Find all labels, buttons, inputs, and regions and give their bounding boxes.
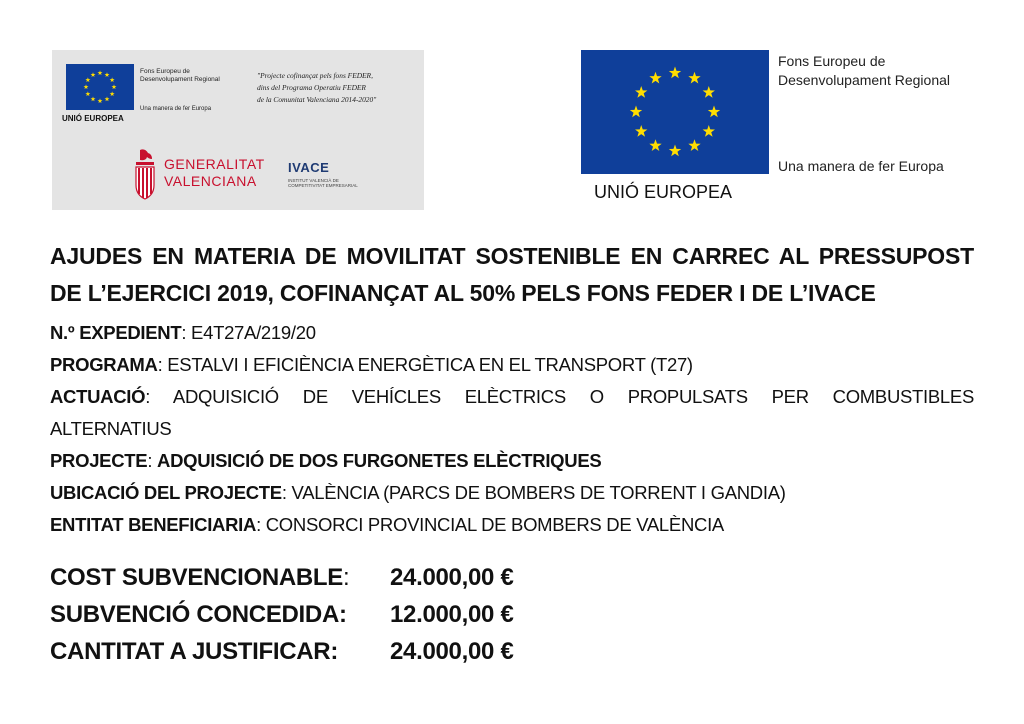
eu-label: UNIÓ EUROPEA <box>594 182 733 202</box>
eu-star-icon <box>105 72 110 77</box>
ivace-logo: IVACE <box>288 160 330 175</box>
projecte-label: PROJECTE <box>50 450 148 471</box>
banner-quote: "Projecte cofinançat pels fons FEDER, dins del Programa Operatiu FEDER de la Comunitat Valenciana 2014-2020" <box>257 71 377 104</box>
expedient-value: : E4T27A/219/20 <box>181 322 316 343</box>
eu-star-icon <box>105 97 110 102</box>
eu-star-icon <box>635 125 647 137</box>
expedient-row <box>50 322 974 344</box>
actuacio-row <box>50 386 974 408</box>
entitat-value: : CONSORCI PROVINCIAL DE BOMBERS DE VALÈNCIA <box>256 514 724 535</box>
actuacio-row-continued <box>50 418 974 440</box>
eu-flag-small-icon <box>66 64 134 110</box>
banner-eu-label: UNIÓ EUROPEA <box>62 114 124 123</box>
projecte-row <box>50 450 974 472</box>
actuacio-label: ACTUACIÓ <box>50 386 146 407</box>
eu-star-icon <box>98 98 103 103</box>
feder-logo-banner <box>52 50 424 210</box>
eu-star-icon <box>110 77 115 82</box>
eu-star-icon <box>688 139 700 151</box>
page-title: AJUDES EN MATERIA DE MOVILITAT SOSTENIBLE EN CARREC AL PRESSUPOST DE L’EJERCICI 2019, COFINANÇAT AL 50% PELS FONS FEDER I DE L’IVACE <box>50 243 974 306</box>
subvencio-concedida-label: SUBVENCIÓ CONCEDIDA: <box>50 601 347 628</box>
eu-star-icon <box>98 70 103 75</box>
eu-flag-icon <box>581 50 769 174</box>
cost-subvencionable-value: 24.000,00 € <box>390 564 514 591</box>
cantitat-justificar-value: 24.000,00 € <box>390 638 514 665</box>
subvencio-concedida-value: 12.000,00 € <box>390 601 514 628</box>
eu-star-icon <box>630 106 642 118</box>
eu-star-icon <box>669 145 681 157</box>
eu-star-icon <box>688 72 700 84</box>
entitat-row <box>50 514 974 536</box>
expedient-label: N.º EXPEDIENT <box>50 322 182 343</box>
fons-europeu-text: Fons Europeu de Desenvolupament Regional <box>778 53 950 88</box>
manera-text: Una manera de fer Europa <box>778 158 944 174</box>
programa-label: PROGRAMA <box>50 354 158 375</box>
actuacio-value-continued: ALTERNATIUS <box>50 418 172 439</box>
cost-subvencionable-label: COST SUBVENCIONABLE: <box>50 564 350 591</box>
eu-star-icon <box>669 67 681 79</box>
eu-star-icon <box>112 84 117 89</box>
projecte-value: ADQUISICIÓ DE DOS FURGONETES ELÈCTRIQUES <box>157 450 602 471</box>
eu-star-icon <box>85 77 90 82</box>
eu-star-icon <box>91 97 96 102</box>
entitat-label: ENTITAT BENEFICIARIA <box>50 514 257 535</box>
eu-star-icon <box>84 84 89 89</box>
ubicacio-row <box>50 482 974 504</box>
eu-star-icon <box>703 125 715 137</box>
banner-manera-text: Una manera de fer Europa <box>140 106 212 112</box>
ubicacio-value: : VALÈNCIA (PARCS DE BOMBERS DE TORRENT I GANDIA) <box>281 482 786 503</box>
programa-value: : ESTALVI I EFICIÈNCIA ENERGÈTICA EN EL TRANSPORT (T27) <box>157 354 693 375</box>
eu-star-icon <box>635 86 647 98</box>
eu-star-icon <box>91 72 96 77</box>
ivace-subtitle: INSTITUT VALENCIÀ DE COMPETITIVITAT EMPRESARIAL <box>288 178 358 188</box>
programa-row <box>50 354 974 376</box>
eu-star-icon <box>85 91 90 96</box>
actuacio-value: : ADQUISICIÓ DE VEHÍCLES ELÈCTRICS O PROPULSATS PER COMBUSTIBLES <box>145 386 974 407</box>
eu-star-icon <box>649 72 661 84</box>
ubicacio-label: UBICACIÓ DEL PROJECTE <box>50 482 282 503</box>
eu-star-icon <box>708 106 720 118</box>
eu-star-icon <box>649 139 661 151</box>
eu-star-icon <box>703 86 715 98</box>
generalitat-logo-text: GENERALITAT VALENCIANA <box>164 156 265 189</box>
projecte-separator: : <box>147 450 158 471</box>
generalitat-shield-icon <box>134 148 156 200</box>
cantitat-justificar-label: CANTITAT A JUSTIFICAR: <box>50 638 339 665</box>
eu-star-icon <box>110 91 115 96</box>
banner-fons-text: Fons Europeu de Desenvolupament Regional <box>140 68 220 83</box>
